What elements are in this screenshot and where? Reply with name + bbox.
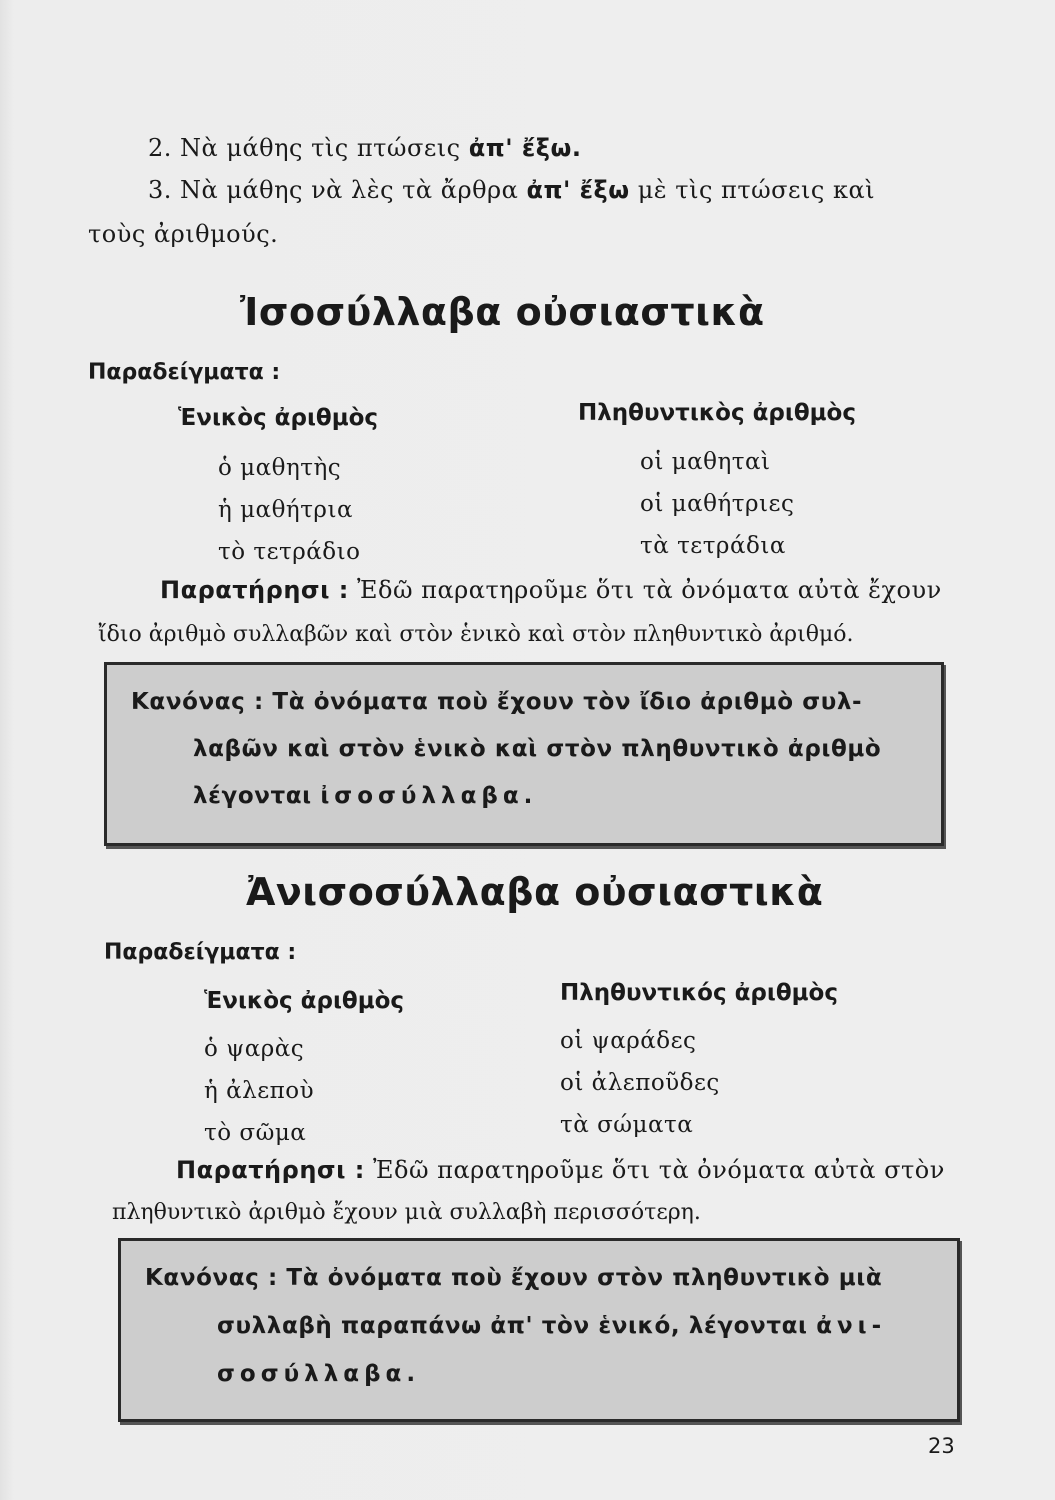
section-1-note-text: Ἐδῶ παρατηροῦμε ὅτι τὰ ὀνόματα αὐτὰ ἔχουν	[357, 576, 942, 604]
section-2-rule-line-3: σοσύλλαβα.	[217, 1361, 421, 1387]
section-1-plural-word: τὰ τετράδια	[640, 533, 786, 559]
intro-item-3	[148, 176, 875, 204]
section-2-plural-word: τὰ σώματα	[560, 1112, 694, 1138]
section-1-plural-word: οἱ μαθήτριες	[640, 491, 795, 517]
section-2-plural-heading: Πληθυντικός ἀριθμὸς	[560, 980, 838, 1006]
section-2-rule-label: Κανόνας :	[145, 1265, 278, 1291]
section-2-note-continuation: πληθυντικὸ ἀριθμὸ ἔχουν μιὰ συλλαβὴ περισσότερη.	[112, 1200, 701, 1225]
section-2-rule-box	[118, 1238, 960, 1422]
section-2-rule-line-2	[217, 1313, 886, 1339]
section-2-note-text: Ἐδῶ παρατηροῦμε ὅτι τὰ ὀνόματα αὐτὰ στὸν	[373, 1156, 945, 1184]
section-1-singular-word: ἡ μαθήτρια	[218, 497, 353, 523]
section-2-rule-text-2b: ἀνι-	[816, 1313, 887, 1339]
section-2-note-label: Παρατήρησι :	[176, 1156, 365, 1184]
section-2-singular-word: ἡ ἀλεποὺ	[204, 1078, 315, 1104]
section-1-plural-word: οἱ μαθηταὶ	[640, 449, 771, 475]
section-2-singular-word: ὁ ψαρὰς	[204, 1036, 305, 1062]
section-1-examples-label: Παραδείγματα :	[88, 360, 281, 385]
section-1-note-label: Παρατήρησι :	[160, 576, 349, 604]
section-1-plural-heading: Πληθυντικὸς ἀριθμὸς	[578, 400, 856, 426]
section-1-singular-heading: Ἑνικὸς ἀριθμὸς	[178, 405, 379, 431]
page-number: 23	[928, 1434, 955, 1458]
section-1-rule-text-3b: ἰσοσύλλαβα.	[320, 783, 538, 809]
intro-item-3-continuation: τοὺς ἀριθμούς.	[88, 220, 279, 248]
section-2-plural-word: οἱ ψαράδες	[560, 1028, 697, 1054]
intro-item-3-text: 3. Νὰ μάθης νὰ λὲς τὰ ἄρθρα	[148, 176, 527, 204]
section-2-plural-word: οἱ ἀλεποῦδες	[560, 1070, 720, 1096]
intro-item-2-bold: ἀπ' ἔξω.	[468, 134, 582, 162]
intro-item-2	[148, 134, 581, 162]
section-1-singular-word: ὁ μαθητὴς	[218, 455, 342, 481]
section-1-note	[160, 576, 942, 604]
section-2-singular-heading: Ἑνικὸς ἀριθμὸς	[204, 988, 405, 1014]
section-1-rule-label: Κανόνας :	[131, 689, 264, 715]
section-1-rule-line-1	[131, 689, 862, 715]
section-1-title: Ἰσοσύλλαβα οὐσιαστικὰ	[240, 290, 765, 334]
section-1-rule-box	[104, 662, 944, 846]
intro-item-3-bold: ἀπ' ἔξω	[526, 176, 630, 204]
section-2-rule-text-1: Τὰ ὀνόματα ποὺ ἔχουν στὸν πληθυντικὸ μιὰ	[286, 1265, 883, 1291]
section-1-note-continuation: ἴδιο ἀριθμὸ συλλαβῶν καὶ στὸν ἑνικὸ καὶ στὸν πληθυντικὸ ἀριθμό.	[98, 622, 854, 647]
section-2-examples-label: Παραδείγματα :	[104, 940, 297, 965]
section-2-title: Ἀνισοσύλλαβα οὐσιαστικὰ	[246, 870, 824, 914]
section-2-rule-text-2a: συλλαβὴ παραπάνω ἀπ' τὸν ἑνικό, λέγονται	[217, 1313, 817, 1339]
section-1-rule-text-3a: λέγονται	[193, 783, 321, 809]
section-1-rule-line-3	[193, 783, 537, 809]
section-2-note	[176, 1156, 945, 1184]
section-2-singular-word: τὸ σῶμα	[204, 1120, 307, 1146]
intro-item-2-text: 2. Νὰ μάθης τὶς πτώσεις	[148, 134, 469, 162]
section-1-rule-line-2: λαβῶν καὶ στὸν ἑνικὸ καὶ στὸν πληθυντικὸ ἀριθμὸ	[193, 736, 882, 762]
section-2-rule-line-1	[145, 1265, 882, 1291]
intro-item-3-rest: μὲ τὶς πτώσεις καὶ	[629, 176, 876, 204]
section-1-rule-text-1: Τὰ ὀνόματα ποὺ ἔχουν τὸν ἴδιο ἀριθμὸ συλ-	[272, 689, 863, 715]
section-1-singular-word: τὸ τετράδιο	[218, 539, 361, 565]
